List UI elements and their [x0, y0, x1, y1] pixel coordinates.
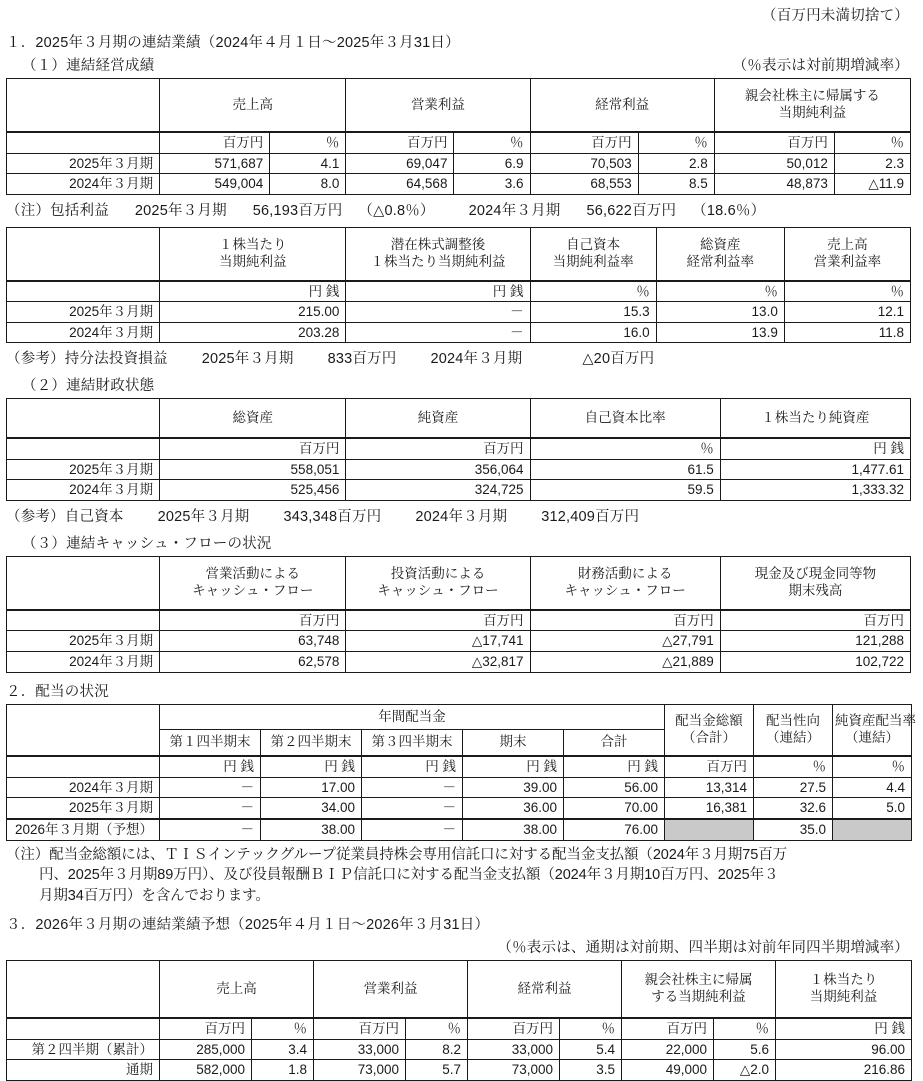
unit-ordinary-percent: ％ [560, 1018, 622, 1039]
comprehensive-income-period1: 2025年３月期 [134, 202, 227, 219]
equity-reference-period2: 2024年３月期 [415, 508, 508, 525]
comprehensive-income-prefix: （注）包括利益 [6, 202, 109, 219]
unit-row-blank [7, 438, 160, 459]
column-diluted-eps-line1: 潜在株式調整後 [390, 236, 486, 252]
rounding-note: （百万円未満切捨て） [762, 8, 909, 24]
column-payout-ratio-line2: （連結） [766, 729, 820, 745]
cell-netincome-pct-fy2024: △11.9 [834, 174, 910, 195]
unit-row [7, 610, 911, 631]
column-investing-cf-line2: キャッシュ・フロー [377, 582, 499, 598]
comprehensive-income-pct1: （△0.8％） [358, 202, 435, 219]
equity-reference-period1: 2025年３月期 [157, 508, 250, 525]
cell-q2-fy2024: 17.00 [261, 777, 362, 798]
column-sales: 売上高 [160, 79, 346, 133]
unit-investing-cf-million: 百万円 [346, 610, 530, 631]
unit-row [7, 756, 912, 777]
cell-dor-fy2025: 5.0 [833, 798, 912, 819]
cell-q3-fy2026: － [362, 819, 463, 840]
cell-payout-fy2026: 35.0 [754, 819, 833, 840]
column-roa-line1: 総資産 [700, 236, 741, 252]
column-roa [656, 227, 784, 281]
dividend-note-line3: 月期34百万円）を含んでおります。 [39, 887, 270, 904]
unit-dor-percent: ％ [833, 756, 912, 777]
table-header-row [7, 79, 911, 133]
cell-operating-fy2025: 69,047 [346, 153, 454, 174]
column-eps [776, 961, 912, 1019]
unit-roa-percent: ％ [656, 281, 784, 302]
cell-ordinary-pct-fy2024: 8.5 [638, 174, 714, 195]
row-label-fy2026-forecast: 2026年３月期（予想） [7, 819, 160, 840]
cell-total-fy2025: 70.00 [564, 798, 665, 819]
cell-netincome-pct-fy2025: 2.3 [834, 153, 910, 174]
cell-netincome-fy2025: 50,012 [714, 153, 834, 174]
unit-total-amount-million: 百万円 [665, 756, 754, 777]
row-label-fy2024: 2024年３月期 [7, 174, 160, 195]
cell-bps-fy2024: 1,333.32 [720, 480, 910, 501]
cell-dor-fy2026-na [833, 819, 912, 840]
equity-reference-value1: 343,348百万円 [283, 508, 382, 525]
dividend-status-table [6, 704, 916, 841]
cell-total-amount-fy2025: 16,381 [665, 798, 754, 819]
unit-row [7, 281, 911, 302]
cell-roa-fy2025: 13.0 [656, 302, 784, 323]
cell-payout-fy2024: 27.5 [754, 777, 833, 798]
column-dividend-on-equity-line2: （連結） [845, 729, 899, 745]
table-row [7, 459, 911, 480]
column-q1-end: 第１四半期末 [160, 730, 261, 756]
cell-ordinary-pct-fy2025: 2.8 [638, 153, 714, 174]
cell-financing-cf-fy2024: △21,889 [530, 652, 720, 673]
unit-ordinary-million: 百万円 [468, 1018, 560, 1039]
column-net-income-line2: する当期純利益 [651, 989, 746, 1005]
cell-net-assets-fy2025: 356,064 [346, 459, 530, 480]
comprehensive-income-note [0, 199, 923, 220]
dividend-note-line1: （注）配当金総額には、ＴＩＳインテックグループ従業員持株会専用信託口に対する配当金支払額（2024年３月期75百万 [6, 846, 788, 863]
table-row [7, 302, 911, 323]
blank-corner-cell [7, 961, 160, 1019]
column-eps-line2: 当期純利益 [809, 989, 878, 1005]
column-roe-line2: 当期純利益率 [552, 253, 634, 269]
cell-sales-pct-fy2025: 4.1 [270, 153, 346, 174]
cell-operating-cf-fy2025: 63,748 [160, 631, 346, 652]
cell-roe-fy2024: 16.0 [530, 322, 656, 343]
unit-operating-cf-million: 百万円 [160, 610, 346, 631]
unit-cash-million: 百万円 [720, 610, 910, 631]
cell-diluted-fy2024: － [346, 322, 530, 343]
cell-q3-fy2024: － [362, 777, 463, 798]
column-net-assets: 純資産 [346, 399, 530, 439]
table-row [7, 322, 911, 343]
cell-opm-fy2024: 11.8 [784, 322, 910, 343]
column-total-assets: 総資産 [160, 399, 346, 439]
table-row [7, 777, 912, 798]
section1-title: １．2025年３月期の連結業績（2024年４月１日～2025年３月31日） [6, 35, 460, 51]
cell-ordinary-fy: 73,000 [468, 1060, 560, 1081]
unit-net-assets-million: 百万円 [346, 438, 530, 459]
column-payout-ratio-line1: 配当性向 [766, 713, 820, 729]
section1-sub2-title: （２）連結財政状態 [22, 378, 155, 395]
cell-investing-cf-fy2025: △17,741 [346, 631, 530, 652]
column-eps-line1: １株当たり [219, 236, 287, 252]
unit-ordinary-percent: ％ [638, 132, 714, 153]
row-label-fy2024: 2024年３月期 [7, 652, 160, 673]
column-roe-line1: 自己資本 [566, 236, 621, 252]
comprehensive-income-value2: 56,622百万円 [586, 202, 677, 219]
table-header-row [7, 399, 911, 439]
cell-roa-fy2024: 13.9 [656, 322, 784, 343]
equity-method-prefix: （参考）持分法投資損益 [6, 351, 168, 368]
unit-equity-ratio-percent: ％ [530, 438, 720, 459]
cell-eps-fy: 216.86 [776, 1060, 912, 1081]
unit-operating-million: 百万円 [314, 1018, 406, 1039]
cell-q1-fy2026: － [160, 819, 261, 840]
table-row [7, 1039, 912, 1060]
row-label-fy2025: 2025年３月期 [7, 631, 160, 652]
equity-reference-prefix: （参考）自己資本 [6, 508, 124, 525]
cell-net-assets-fy2024: 324,725 [346, 480, 530, 501]
per-share-indicators-table [6, 227, 911, 344]
blank-corner-cell [7, 556, 160, 610]
cell-sales-pct-h1: 3.4 [252, 1039, 314, 1060]
cell-q3-fy2025: － [362, 798, 463, 819]
cell-financing-cf-fy2025: △27,791 [530, 631, 720, 652]
unit-operating-percent: ％ [406, 1018, 468, 1039]
column-group-annual-dividend: 年間配当金 [160, 704, 665, 730]
unit-q1-yen-sen: 円 銭 [160, 756, 261, 777]
cell-opm-fy2025: 12.1 [784, 302, 910, 323]
column-financing-cf [530, 556, 720, 610]
column-cash-balance-line2: 期末残高 [788, 582, 843, 598]
cell-investing-cf-fy2024: △32,817 [346, 652, 530, 673]
table-header-row [7, 227, 911, 281]
cell-eps-h1: 96.00 [776, 1039, 912, 1060]
cell-eps-fy2025: 215.00 [160, 302, 346, 323]
unit-netincome-million: 百万円 [714, 132, 834, 153]
unit-operating-million: 百万円 [346, 132, 454, 153]
column-bps: １株当たり純資産 [720, 399, 910, 439]
column-total-dividend-amount [665, 704, 754, 756]
financial-position-table [6, 398, 911, 501]
table-row [7, 652, 911, 673]
column-ordinary-profit: 経常利益 [468, 961, 622, 1019]
unit-row [7, 132, 911, 153]
unit-row [7, 1018, 912, 1039]
cell-total-assets-fy2024: 525,456 [160, 480, 346, 501]
column-investing-cf-line1: 投資活動による [390, 566, 486, 582]
unit-sales-million: 百万円 [160, 132, 270, 153]
cell-sales-fy2025: 571,687 [160, 153, 270, 174]
equity-reference-value2: 312,409百万円 [541, 508, 640, 525]
column-operating-cf-line1: 営業活動による [205, 566, 300, 582]
row-label-fy2025: 2025年３月期 [7, 459, 160, 480]
column-roa-line2: 経常利益率 [686, 253, 754, 269]
column-eps-line1: １株当たり [809, 972, 878, 988]
cell-operating-pct-h1: 8.2 [406, 1039, 468, 1060]
unit-roe-percent: ％ [530, 281, 656, 302]
row-label-fy2024: 2024年３月期 [7, 777, 160, 798]
column-net-income-line1: 親会社株主に帰属する [744, 88, 880, 104]
unit-q2-yen-sen: 円 銭 [261, 756, 362, 777]
cell-equity-ratio-fy2024: 59.5 [530, 480, 720, 501]
column-equity-ratio: 自己資本比率 [530, 399, 720, 439]
column-roe [530, 227, 656, 281]
equity-reference-note [0, 505, 923, 526]
cell-operating-cf-fy2024: 62,578 [160, 652, 346, 673]
column-net-income [714, 79, 910, 133]
cell-total-amount-fy2026-na [665, 819, 754, 840]
unit-diluted-yen-sen: 円 銭 [346, 281, 530, 302]
cell-diluted-fy2025: － [346, 302, 530, 323]
column-operating-cf [160, 556, 346, 610]
table-row [7, 798, 912, 819]
section1-sub3-title: （３）連結キャッシュ・フローの状況 [22, 535, 272, 552]
cell-equity-ratio-fy2025: 61.5 [530, 459, 720, 480]
column-cash-balance [720, 556, 910, 610]
cell-ordinary-pct-h1: 5.4 [560, 1039, 622, 1060]
unit-ordinary-million: 百万円 [530, 132, 638, 153]
equity-method-value2: △20百万円 [582, 351, 655, 368]
row-label-h1-cumulative: 第２四半期（累計） [7, 1039, 160, 1060]
unit-row-blank [7, 1018, 160, 1039]
cell-sales-h1: 285,000 [160, 1039, 252, 1060]
unit-total-assets-million: 百万円 [160, 438, 346, 459]
blank-corner-cell [7, 79, 160, 133]
column-operating-margin-line2: 営業利益率 [813, 253, 882, 269]
cell-sales-fy: 582,000 [160, 1060, 252, 1081]
column-financing-cf-line1: 財務活動による [577, 566, 673, 582]
unit-netincome-percent: ％ [834, 132, 910, 153]
cell-payout-fy2025: 32.6 [754, 798, 833, 819]
table-row [7, 631, 911, 652]
cell-ordinary-fy2024: 68,553 [530, 174, 638, 195]
column-sales: 売上高 [160, 961, 314, 1019]
unit-operating-percent: ％ [454, 132, 530, 153]
cell-operating-fy2024: 64,568 [346, 174, 454, 195]
unit-eps-yen-sen: 円 銭 [776, 1018, 912, 1039]
cell-yearend-fy2025: 36.00 [463, 798, 564, 819]
cell-netincome-pct-fy: △2.0 [714, 1060, 776, 1081]
cell-q1-fy2025: － [160, 798, 261, 819]
cell-cash-fy2024: 102,722 [720, 652, 910, 673]
cell-netincome-fy2024: 48,873 [714, 174, 834, 195]
unit-row-blank [7, 132, 160, 153]
comprehensive-income-value1: 56,193百万円 [252, 202, 343, 219]
row-label-full-year: 通期 [7, 1060, 160, 1081]
cell-q2-fy2026: 38.00 [261, 819, 362, 840]
column-eps [160, 227, 346, 281]
column-net-income-line2: 当期純利益 [778, 105, 847, 120]
column-payout-ratio [754, 704, 833, 756]
cell-yearend-fy2024: 39.00 [463, 777, 564, 798]
cell-netincome-pct-h1: 5.6 [714, 1039, 776, 1060]
cell-sales-fy2024: 549,004 [160, 174, 270, 195]
equity-method-period2: 2024年３月期 [430, 351, 523, 368]
dividend-note-line2: 円、2025年３月期89万円）、及び役員報酬ＢＩＰ信託口に対する配当金支払額（2024年３月期10百万円、2025年３ [39, 867, 779, 884]
column-diluted-eps-line2: １株当たり当期純利益 [370, 253, 506, 269]
blank-corner-cell [7, 704, 160, 756]
table-header-row [7, 961, 912, 1019]
column-q2-end: 第２四半期末 [261, 730, 362, 756]
unit-row-blank [7, 281, 160, 302]
comprehensive-income-period2: 2024年３月期 [468, 202, 561, 219]
column-operating-profit: 営業利益 [346, 79, 530, 133]
cell-roe-fy2025: 15.3 [530, 302, 656, 323]
cell-total-fy2024: 56.00 [564, 777, 665, 798]
table-row-forecast [7, 819, 912, 840]
cell-operating-h1: 33,000 [314, 1039, 406, 1060]
column-eps-line2: 当期純利益 [219, 253, 287, 269]
cash-flow-table [6, 556, 911, 673]
dividend-note [0, 845, 923, 907]
cell-total-assets-fy2025: 558,051 [160, 459, 346, 480]
unit-sales-percent: ％ [270, 132, 346, 153]
cell-total-amount-fy2024: 13,314 [665, 777, 754, 798]
cell-q2-fy2025: 34.00 [261, 798, 362, 819]
cell-dor-fy2024: 4.4 [833, 777, 912, 798]
cell-operating-fy: 73,000 [314, 1060, 406, 1081]
comprehensive-income-pct2: （18.6％） [692, 202, 766, 219]
column-operating-cf-line2: キャッシュ・フロー [192, 582, 314, 598]
column-operating-margin-line1: 売上高 [827, 236, 868, 252]
unit-opm-percent: ％ [784, 281, 910, 302]
table-row [7, 1060, 912, 1081]
cell-yearend-fy2026: 38.00 [463, 819, 564, 840]
cell-ordinary-fy2025: 70,503 [530, 153, 638, 174]
blank-corner-cell [7, 399, 160, 439]
unit-row [7, 438, 911, 459]
financial-summary-page [0, 4, 923, 1078]
unit-netincome-percent: ％ [714, 1018, 776, 1039]
row-label-fy2025: 2025年３月期 [7, 798, 160, 819]
column-year-end: 期末 [463, 730, 564, 756]
unit-row-blank [7, 756, 160, 777]
section3-title: ３．2026年３月期の連結業績予想（2025年４月１日～2026年３月31日） [6, 917, 490, 934]
cell-operating-pct-fy: 5.7 [406, 1060, 468, 1081]
section2-title: ２．配当の状況 [6, 683, 109, 700]
unit-bps-yen-sen: 円 銭 [720, 438, 910, 459]
unit-eps-yen-sen: 円 銭 [160, 281, 346, 302]
unit-q3-yen-sen: 円 銭 [362, 756, 463, 777]
table-header-row [7, 556, 911, 610]
unit-payout-percent: ％ [754, 756, 833, 777]
earnings-forecast-table [6, 960, 912, 1081]
cell-cash-fy2025: 121,288 [720, 631, 910, 652]
column-ordinary-profit: 経常利益 [530, 79, 714, 133]
column-dividend-total: 合計 [564, 730, 665, 756]
column-cash-balance-line1: 現金及び現金同等物 [754, 566, 877, 582]
unit-row-blank [7, 610, 160, 631]
row-label-fy2025: 2025年３月期 [7, 302, 160, 323]
unit-financing-cf-million: 百万円 [530, 610, 720, 631]
consolidated-results-table [6, 78, 911, 195]
column-financing-cf-line2: キャッシュ・フロー [564, 582, 686, 598]
unit-sales-percent: ％ [252, 1018, 314, 1039]
cell-operating-pct-fy2025: 6.9 [454, 153, 530, 174]
cell-sales-pct-fy2024: 8.0 [270, 174, 346, 195]
column-operating-profit: 営業利益 [314, 961, 468, 1019]
row-label-fy2024: 2024年３月期 [7, 480, 160, 501]
unit-total-yen-sen: 円 銭 [564, 756, 665, 777]
cell-ordinary-pct-fy: 3.5 [560, 1060, 622, 1081]
row-label-fy2025: 2025年３月期 [7, 153, 160, 174]
cell-operating-pct-fy2024: 3.6 [454, 174, 530, 195]
cell-ordinary-h1: 33,000 [468, 1039, 560, 1060]
column-investing-cf [346, 556, 530, 610]
cell-sales-pct-fy: 1.8 [252, 1060, 314, 1081]
column-dividend-on-equity [833, 704, 916, 756]
table-header-row-group [7, 704, 912, 730]
column-operating-margin [784, 227, 910, 281]
column-net-income-line1: 親会社株主に帰属 [644, 972, 753, 988]
equity-method-period1: 2025年３月期 [201, 351, 294, 368]
column-q3-end: 第３四半期末 [362, 730, 463, 756]
cell-total-fy2026: 76.00 [564, 819, 665, 840]
cell-netincome-h1: 22,000 [622, 1039, 714, 1060]
unit-sales-million: 百万円 [160, 1018, 252, 1039]
blank-corner-cell [7, 227, 160, 281]
column-net-income [622, 961, 776, 1019]
cell-netincome-fy: 49,000 [622, 1060, 714, 1081]
column-dividend-on-equity-line1: 純資産配当率 [835, 713, 916, 729]
section3-note: （％表示は、通期は対前期、四半期は対前年同四半期増減率） [497, 940, 909, 957]
equity-method-value1: 833百万円 [327, 351, 397, 368]
table-row [7, 153, 911, 174]
table-row [7, 480, 911, 501]
cell-eps-fy2024: 203.28 [160, 322, 346, 343]
section1-sub1-note: （％表示は対前期増減率） [732, 58, 909, 74]
unit-yearend-yen-sen: 円 銭 [463, 756, 564, 777]
equity-method-note [0, 347, 923, 368]
column-total-dividend-amount-line1: 配当金総額 [675, 713, 743, 729]
table-row [7, 174, 911, 195]
cell-q1-fy2024: － [160, 777, 261, 798]
unit-netincome-million: 百万円 [622, 1018, 714, 1039]
column-total-dividend-amount-line2: （合計） [682, 729, 736, 745]
section1-sub1-title: （１）連結経営成績 [22, 58, 155, 74]
column-diluted-eps [346, 227, 530, 281]
cell-bps-fy2025: 1,477.61 [720, 459, 910, 480]
row-label-fy2024: 2024年３月期 [7, 322, 160, 343]
